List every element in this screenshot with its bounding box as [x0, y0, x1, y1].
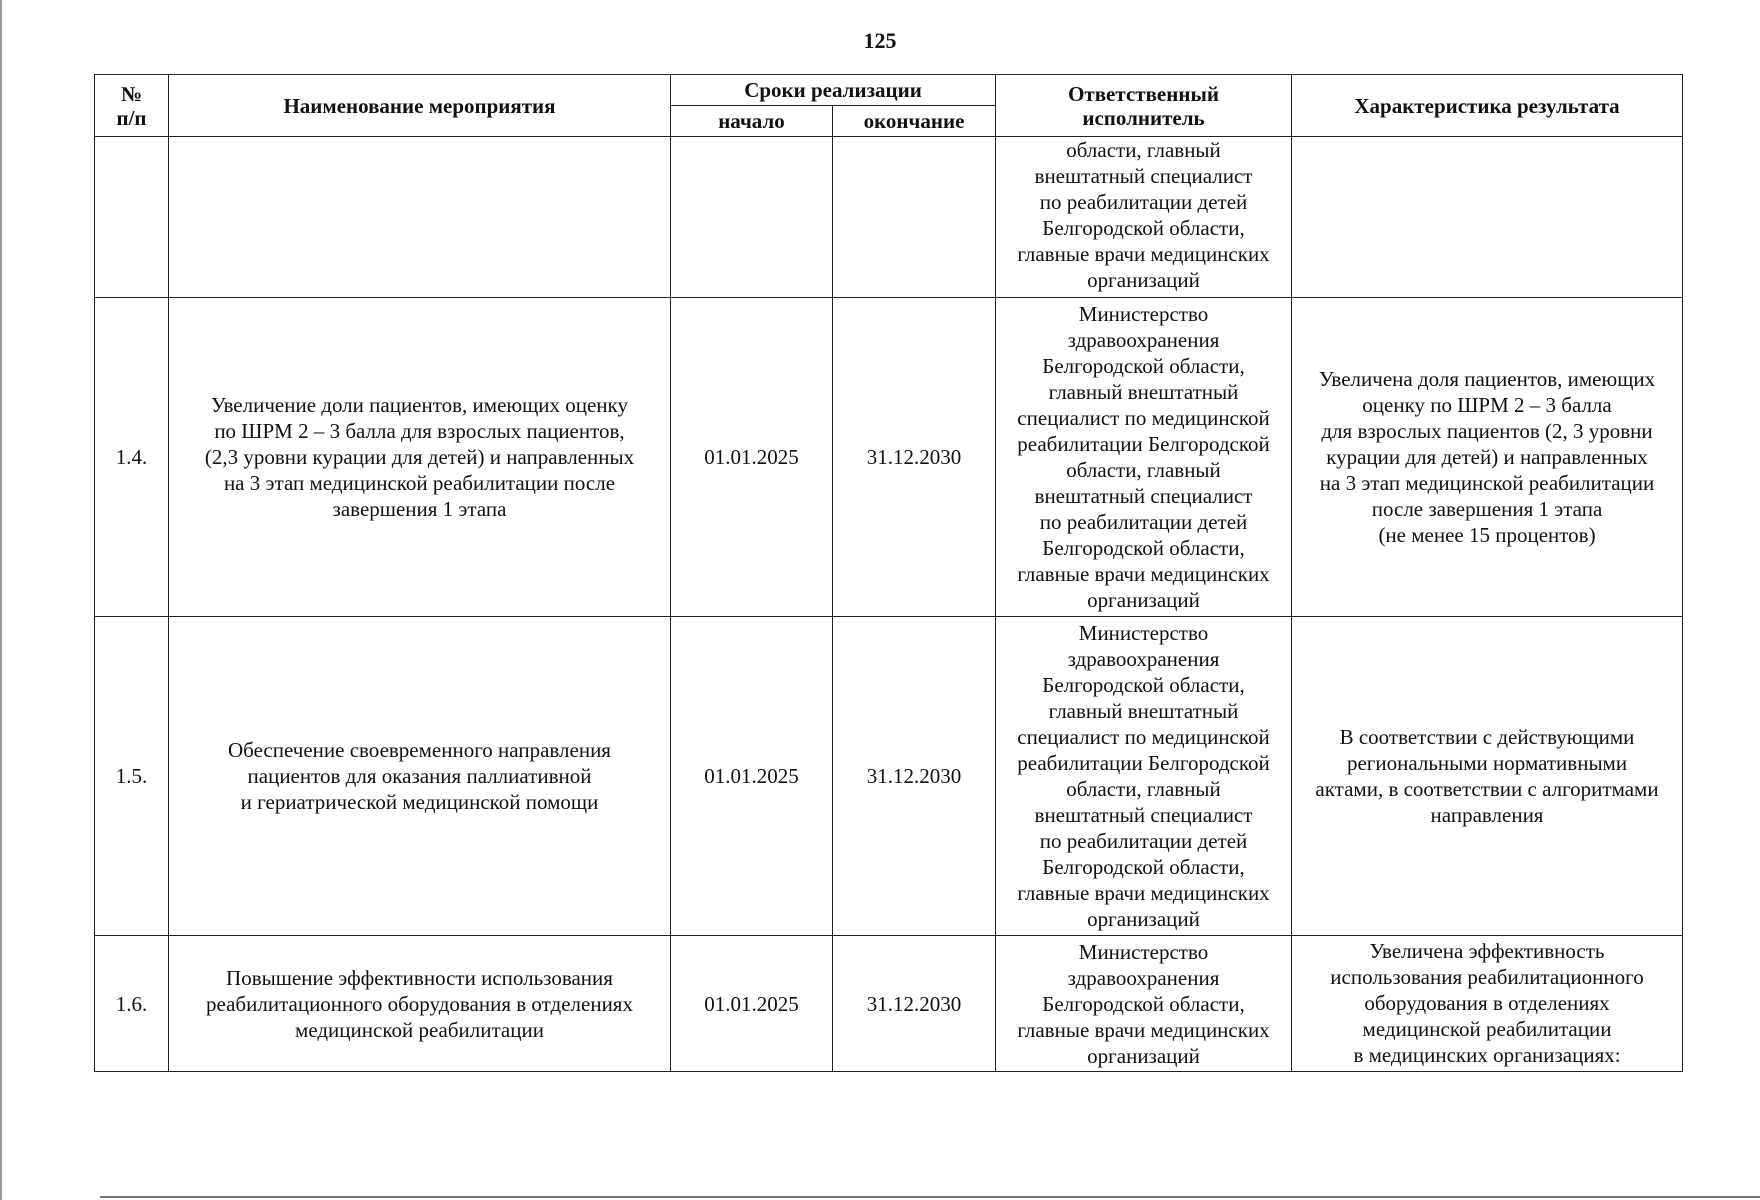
table-header-row [95, 75, 1683, 106]
cell-name [169, 137, 671, 298]
cell-result: Увеличена доля пациентов, имеющих оценку по ШРМ 2 – 3 балла для взрослых пациентов (2, 3 уровни курации для детей) и направленных на 3 этап медицинской реабилитации после завершения 1 этапа (не менее 15 процентов) [1292, 298, 1683, 617]
cell-responsible: Министерство здравоохранения Белгородской области, главный внештатный специалист по медицинской реабилитации Белгородской области, главный внештатный специалист по реабилитации детей Белгородской области, главные врачи медицинских организаций [996, 617, 1292, 936]
header-end: окончание [833, 106, 996, 137]
table-row [95, 298, 1683, 617]
table-row [95, 936, 1683, 1072]
header-name: Наименование мероприятия [169, 75, 671, 137]
cell-num: 1.5. [95, 617, 169, 936]
cell-result [1292, 137, 1683, 298]
cell-responsible: Министерство здравоохранения Белгородской области, главные врачи медицинских организаций [996, 936, 1292, 1072]
header-start: начало [671, 106, 833, 137]
header-num: № п/п [95, 75, 169, 137]
scan-edge-bottom [100, 1196, 1760, 1198]
cell-start: 01.01.2025 [671, 298, 833, 617]
header-terms: Сроки реализации [671, 75, 996, 106]
cell-num: 1.4. [95, 298, 169, 617]
table-row [95, 137, 1683, 298]
cell-end: 31.12.2030 [833, 617, 996, 936]
cell-num: 1.6. [95, 936, 169, 1072]
cell-end: 31.12.2030 [833, 298, 996, 617]
cell-num [95, 137, 169, 298]
cell-responsible: Министерство здравоохранения Белгородской области, главный внештатный специалист по медицинской реабилитации Белгородской области, главный внештатный специалист по реабилитации детей Белгородской области, главные врачи медицинских организаций [996, 298, 1292, 617]
page-number: 125 [863, 28, 897, 53]
cell-name: Повышение эффективности использования реабилитационного оборудования в отделениях медицинской реабилитации [169, 936, 671, 1072]
cell-start: 01.01.2025 [671, 617, 833, 936]
cell-start [671, 137, 833, 298]
measures-table [94, 74, 1683, 1072]
cell-name: Обеспечение своевременного направления пациентов для оказания паллиативной и гериатрической медицинской помощи [169, 617, 671, 936]
cell-end [833, 137, 996, 298]
header-responsible: Ответственный исполнитель [996, 75, 1292, 137]
header-result: Характеристика результата [1292, 75, 1683, 137]
cell-result: Увеличена эффективность использования реабилитационного оборудования в отделениях медицинской реабилитации в медицинских организациях: [1292, 936, 1683, 1072]
cell-name: Увеличение доли пациентов, имеющих оценку по ШРМ 2 – 3 балла для взрослых пациентов, (2,3 уровни курации для детей) и направленных на 3 этап медицинской реабилитации после завершения 1 этапа [169, 298, 671, 617]
scan-edge-left [0, 0, 2, 1200]
cell-start: 01.01.2025 [671, 936, 833, 1072]
cell-end: 31.12.2030 [833, 936, 996, 1072]
cell-responsible: области, главный внештатный специалист по реабилитации детей Белгородской области, главные врачи медицинских организаций [996, 137, 1292, 298]
cell-result: В соответствии с действующими региональными нормативными актами, в соответствии с алгоритмами направления [1292, 617, 1683, 936]
table-row [95, 617, 1683, 936]
